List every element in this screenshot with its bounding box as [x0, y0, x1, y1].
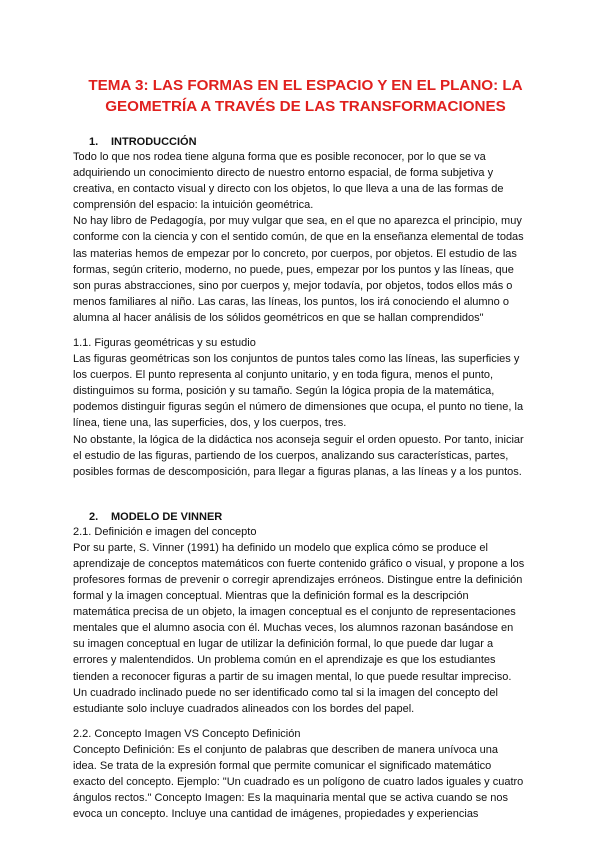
text-line: estudiante solo incluye cuadrados alineados con los bordes del papel. [73, 702, 415, 715]
text-line: creativa, en contacto visual y directo con los objetos, lo que lleva a una de las formas de [73, 183, 504, 196]
text-line: formas, según criterio, moderno, no puede, pues, empezar por los puntos y las líneas, que [73, 263, 514, 276]
paragraph-introduccion [73, 149, 530, 326]
text-line: Las figuras geométricas son los conjuntos de puntos tales como las líneas, las superficies y [73, 353, 520, 366]
text-line: mentales que el alumno asocia con él. Muchas veces, los alumnos razonan basándose en [73, 622, 514, 635]
section-title: INTRODUCCIÓN [111, 136, 197, 148]
text-line: matemática precisa de un objeto, la imagen conceptual es el conjunto de representaciones [73, 606, 516, 619]
text-line: las materias hemos de empezar por lo concreto, por cuerpos, por objetos. El estudio de las [73, 247, 517, 260]
text-line: ángulos rectos." Concepto Imagen: Es la maquinaria mental que se activa cuando se nos [73, 792, 508, 805]
section-number: 1. [89, 136, 99, 148]
paragraph-definicion-imagen [73, 540, 530, 717]
text-line: distinguimos su forma, posición y su tamaño. Según la lógica propia de la matemática, [73, 385, 495, 398]
text-line: evoca un concepto. Incluye una cantidad de imágenes, propiedades y experiencias [73, 808, 479, 821]
text-line: el estudio de las figuras, partiendo de los cuerpos, analizando sus características, partes, [73, 449, 509, 462]
text-line: Un cuadrado inclinado puede no ser identificado como tal si la imagen del concepto del [73, 686, 498, 699]
text-line: Concepto Definición: Es el conjunto de palabras que describen de manera unívoca una [73, 743, 498, 756]
text-line: son puras abstracciones, sino por cuerpos y, mejor todavía, por objetos, todos ellos más o [73, 279, 513, 292]
text-line: profesores formas de prevenir o corregir aprendizajes erróneos. Distingue entre la definición [73, 573, 523, 586]
text-line: Todo lo que nos rodea tiene alguna forma que es posible reconocer, por lo que se va [73, 151, 486, 163]
subsection-heading-definicion-imagen: 2.1. Definición e imagen del concepto [73, 525, 257, 538]
text-line: aprendizaje de conceptos matemáticos con fuerte contenido gráfico o visual, y propone a los [73, 557, 525, 570]
text-line: alumna al hacer análisis de los sólidos geométricos en que se hallan comprendidos" [73, 311, 484, 324]
subsection-heading-figuras: 1.1. Figuras geométricas y su estudio [73, 337, 256, 350]
text-line: adquiriendo un conocimiento directo de nuestro entorno espacial, de forma subjetiva y [73, 167, 494, 180]
text-line: los cuerpos. El punto representa al conjunto unitario, y en toda figura, menos el punto, [73, 369, 494, 382]
section-heading-modelo-vinner [73, 510, 530, 524]
text-line: menos familiares al niño. Las caras, las líneas, los puntos, los irá conociendo el alumno o [73, 295, 509, 308]
text-line: su imagen conceptual en lugar de utilizar la definición formal, lo que puede dar lugar a [73, 638, 494, 651]
section-number: 2. [89, 510, 99, 523]
section-heading-introduccion [73, 135, 530, 149]
paragraph-figuras [73, 351, 530, 480]
text-line: comprensión del espacio: la intuición geométrica. [73, 199, 314, 212]
text-line: Por su parte, S. Vinner (1991) ha definido un modelo que explica cómo se produce el [73, 541, 488, 554]
title-line: TEMA 3: LAS FORMAS EN EL ESPACIO Y EN EL PLANO: LA [88, 77, 523, 94]
document-title [73, 75, 530, 117]
text-line: exacto del concepto. Ejemplo: "Un cuadrado es un polígono de cuatro lados iguales y cuatro [73, 776, 524, 788]
text-line: errores y malentendidos. Un problema común en el aprendizaje es que los estudiantes [73, 654, 496, 667]
text-line: podemos distinguir figuras según el número de dimensiones que ocupa, el punto no tiene, la [73, 401, 524, 414]
text-line: formal y la imagen conceptual. Mientras que la definición formal es la descripción [73, 590, 469, 603]
text-line: línea, tiene una, las superficies, dos, y los cuerpos, tres. [73, 417, 347, 430]
paragraph-concepto-imagen-vs-definicion [73, 742, 530, 822]
text-line: No hay libro de Pedagogía, por muy vulgar que sea, en el que no aparezca el principio, muy [73, 215, 522, 228]
section-title: MODELO DE VINNER [111, 510, 223, 523]
text-line: conforme con la ciencia y con el sentido común, de que en la enseñanza elemental de todas [73, 231, 524, 244]
text-line: idea. Se trata de la expresión formal que permite comunicar el significado matemático [73, 759, 492, 772]
text-line: posibles formas de descomposición, para llegar a figuras planas, a las líneas y a los puntos. [73, 465, 522, 478]
text-line: tienden a reconocer figuras a partir de su imagen mental, lo que puede resultar impreciso. [73, 670, 512, 683]
subsection-heading-concepto-imagen-vs-definicion: 2.2. Concepto Imagen VS Concepto Definición [73, 727, 301, 740]
title-line: GEOMETRÍA A TRAVÉS DE LAS TRANSFORMACIONES [105, 98, 506, 115]
text-line: No obstante, la lógica de la didáctica nos aconseja seguir el orden opuesto. Por tanto, iniciar [73, 433, 524, 446]
